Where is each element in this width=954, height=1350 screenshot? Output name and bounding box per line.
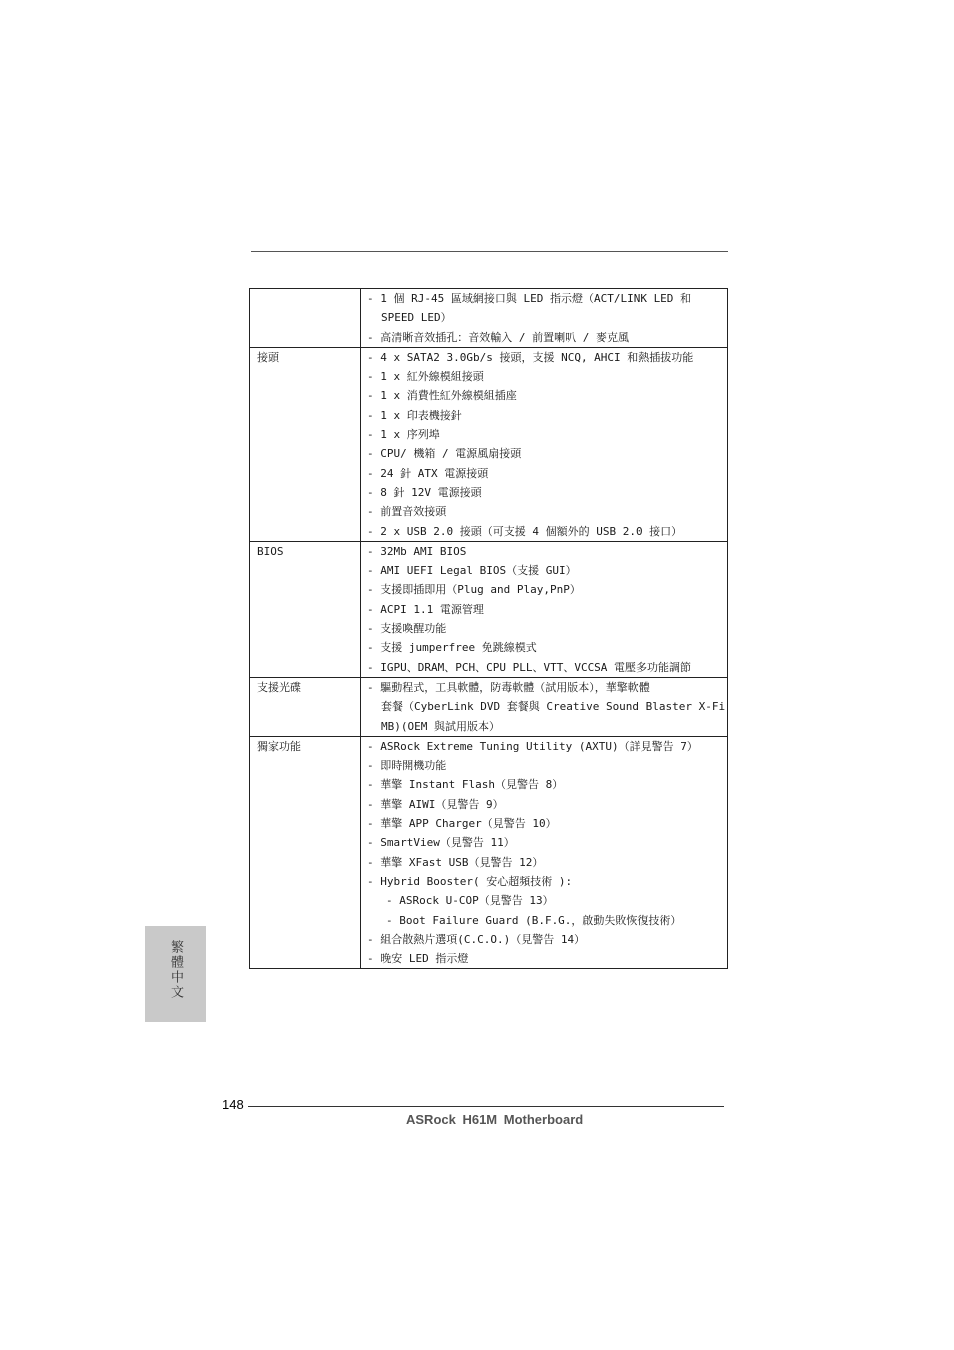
- spec-line: - 1 個 RJ-45 區域網接口與 LED 指示燈（ACT/LINK LED 和: [367, 292, 692, 305]
- spec-line: - 華擎 APP Charger（見警告 10）: [367, 817, 557, 831]
- spec-row: [250, 347, 728, 541]
- spec-line: - 1 x 序列埠: [367, 428, 440, 442]
- spec-line: - IGPU、DRAM、PCH、CPU PLL、VTT、VCCSA 電壓多功能調節: [367, 660, 692, 674]
- spec-line: - 高清晰音效插孔：音效輸入 / 前置喇叭 / 麥克風: [367, 330, 629, 344]
- spec-details: [361, 736, 728, 969]
- spec-line: - 華擎 XFast USB（見警告 12）: [367, 855, 544, 869]
- top-rule: [251, 251, 728, 252]
- spec-line: - 前置音效接頭: [367, 505, 447, 519]
- spec-category: 接頭: [250, 347, 361, 541]
- spec-category: BIOS: [250, 541, 361, 677]
- spec-category: [250, 289, 361, 348]
- spec-table-body: [250, 289, 728, 969]
- spec-line: - 支援即插即用（Plug and Play,PnP）: [367, 583, 581, 597]
- spec-line: - SmartView（見警告 11）: [367, 836, 515, 850]
- spec-line: MB)(OEM 與試用版本）: [381, 719, 500, 733]
- spec-line: - 晚安 LED 指示燈: [367, 952, 469, 966]
- spec-line: - CPU/ 機箱 / 電源風扇接頭: [367, 447, 522, 461]
- language-tab: [145, 926, 206, 1022]
- spec-details: [361, 289, 728, 348]
- footer-rule: [248, 1106, 724, 1107]
- spec-line: - 1 x 印表機接針: [367, 408, 462, 422]
- spec-details: [361, 347, 728, 541]
- spec-line: - 32Mb AMI BIOS: [367, 544, 467, 558]
- spec-line: - 驅動程式，工具軟體，防毒軟體（試用版本），華擎軟體: [367, 680, 650, 694]
- spec-line: - 8 針 12V 電源接頭: [367, 485, 482, 499]
- footer-product-title: ASRock H61M Motherboard: [406, 1112, 584, 1127]
- spec-line: - 24 針 ATX 電源接頭: [367, 466, 489, 480]
- spec-line: - ASRock U-COP（見警告 13）: [386, 894, 554, 908]
- spec-line: - ASRock Extreme Tuning Utility (AXTU)（詳見警告 7）: [367, 739, 698, 753]
- spec-details: [361, 541, 728, 677]
- spec-line: - AMI UEFI Legal BIOS（支援 GUI）: [367, 564, 577, 578]
- spec-row: [250, 541, 728, 677]
- spec-table: [249, 288, 728, 969]
- spec-line: - 華擎 Instant Flash（見警告 8）: [367, 778, 564, 792]
- spec-row: [250, 736, 728, 969]
- spec-line: SPEED LED）: [381, 311, 452, 325]
- spec-line: - 1 x 消費性紅外線模組插座: [367, 389, 517, 403]
- spec-line: - 華擎 AIWI（見警告 9）: [367, 797, 504, 811]
- spec-line: - 組合散熱片選項(C.C.O.)（見警告 14）: [367, 932, 586, 946]
- spec-line: - Boot Failure Guard (B.F.G.，啟動失敗恢復技術）: [386, 913, 682, 927]
- spec-line: - Hybrid Booster( 安心超頻技術 ):: [367, 874, 573, 888]
- spec-line: - 支援 jumperfree 免跳線模式: [367, 641, 537, 655]
- spec-details: [361, 677, 728, 736]
- spec-category: 獨家功能: [250, 736, 361, 969]
- spec-line: - ACPI 1.1 電源管理: [367, 602, 484, 616]
- page-number: 148: [222, 1097, 244, 1112]
- spec-line: - 2 x USB 2.0 接頭（可支援 4 個額外的 USB 2.0 接口）: [367, 524, 683, 538]
- language-tab-label: 繁體中文: [168, 940, 183, 1000]
- spec-category: 支援光碟: [250, 677, 361, 736]
- spec-row: [250, 289, 728, 348]
- spec-line: - 1 x 紅外線模組接頭: [367, 370, 484, 384]
- spec-line: - 4 x SATA2 3.0Gb/s 接頭，支援 NCQ, AHCI 和熱插拔功能: [367, 350, 694, 364]
- spec-line: - 即時開機功能: [367, 759, 447, 773]
- spec-line: 套餐（CyberLink DVD 套餐與 Creative Sound Blaster X-Fi: [381, 700, 726, 714]
- spec-line: - 支援喚醒功能: [367, 622, 447, 636]
- spec-row: [250, 677, 728, 736]
